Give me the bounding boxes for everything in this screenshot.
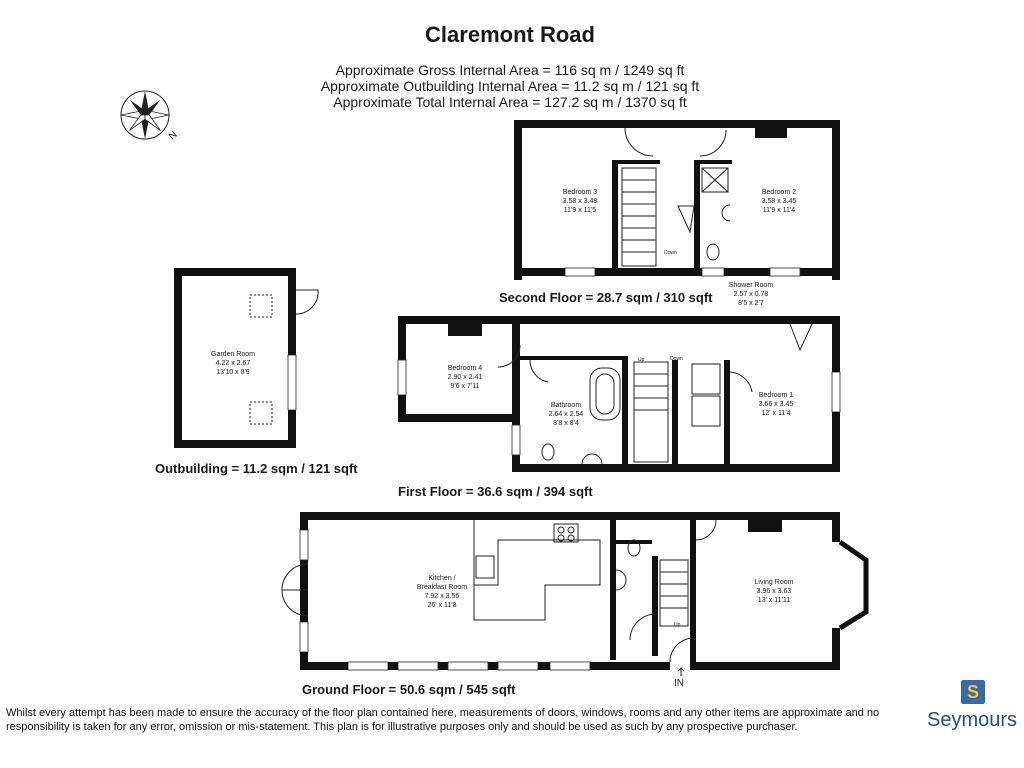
- room-bedroom-1-name: Bedroom 1: [758, 392, 794, 399]
- stair-label-down-second: Down: [664, 250, 677, 256]
- room-bedroom-4-imperial: 9'6 x 7'11: [450, 383, 480, 390]
- room-bedroom-4-name: Bedroom 4: [447, 365, 483, 372]
- stair-label-up-first: Up: [638, 357, 645, 363]
- room-bedroom-3-metric: 3.58 x 3.48: [562, 198, 598, 205]
- room-garden: [203, 350, 263, 377]
- room-bathroom-name: Bathroom: [550, 402, 582, 409]
- room-shower-name: Shower Room: [728, 282, 774, 289]
- seymours-logo-icon: S: [961, 680, 985, 704]
- room-bathroom-imperial: 8'8 x 8'4: [553, 420, 579, 427]
- room-bedroom-3: [555, 188, 605, 215]
- total-area: Approximate Total Internal Area = 127.2 sq m / 1370 sq ft: [333, 94, 687, 110]
- outbuilding-area: Approximate Outbuilding Internal Area = 11.2 sq m / 121 sq ft: [320, 78, 700, 94]
- room-shower-metric: 2.57 x 0.78: [733, 291, 769, 298]
- room-garden-imperial: 13'10 x 8'9: [216, 369, 250, 376]
- room-bedroom-2-name: Bedroom 2: [761, 189, 797, 196]
- ground-floor-label: Ground Floor = 50.6 sqm / 545 sqft: [302, 682, 516, 697]
- room-garden-name: Garden Room: [211, 351, 255, 358]
- room-living-imperial: 13' x 11'11: [757, 597, 791, 604]
- stair-label-up-ground: Up: [674, 622, 681, 628]
- room-bedroom-4-metric: 2.90 x 2.41: [447, 374, 483, 381]
- room-bedroom-2-imperial: 11'9 x 11'4: [762, 207, 796, 214]
- entrance-label: IN: [674, 678, 684, 689]
- room-bathroom-metric: 2.64 x 2.54: [548, 411, 584, 418]
- room-bedroom-4: [440, 364, 490, 391]
- room-kitchen-name-2: Breakfast Room: [416, 584, 468, 591]
- gross-area: Approximate Gross Internal Area = 116 sq m / 1249 sq ft: [335, 62, 685, 78]
- compass-letter: N: [166, 129, 180, 143]
- disclaimer-text: Whilst every attempt has been made to ensure the accuracy of the floor plan contained here, measurements of doors, windows, rooms and any other items are approximate and no responsibility is taken for any error, omission or mis-statement. This plan is for illustrative purposes only and should be used as such by any prospective purchaser.: [6, 707, 880, 733]
- room-living-name: Living Room: [754, 579, 794, 586]
- brand-name: Seymours: [926, 709, 1018, 731]
- stair-label-down-first: Down: [670, 356, 683, 362]
- room-living: [744, 578, 804, 605]
- room-bedroom-1: [751, 391, 801, 418]
- second-floor-label: Second Floor = 28.7 sqm / 310 sqft: [499, 290, 713, 305]
- room-bedroom-3-imperial: 11'9 x 11'5: [563, 207, 597, 214]
- room-bedroom-1-imperial: 12' x 11'4: [761, 410, 791, 417]
- room-kitchen: [412, 574, 472, 610]
- plan-title: Claremont Road: [425, 22, 595, 47]
- room-living-metric: 3.96 x 3.63: [756, 588, 792, 595]
- room-bedroom-1-metric: 3.66 x 3.45: [758, 401, 794, 408]
- room-bedroom-2: [754, 188, 804, 215]
- outbuilding-label: Outbuilding = 11.2 sqm / 121 sqft: [155, 461, 358, 476]
- room-shower-imperial: 8'5 x 2'7: [738, 300, 764, 307]
- room-bathroom: [541, 401, 591, 428]
- room-kitchen-name-1: Kitchen /: [428, 575, 456, 582]
- compass-icon: [114, 84, 176, 146]
- room-kitchen-metric: 7.92 x 3.56: [424, 593, 460, 600]
- room-shower: [721, 281, 781, 308]
- room-bedroom-2-metric: 3.58 x 3.45: [761, 198, 797, 205]
- room-garden-metric: 4.22 x 2.67: [215, 360, 251, 367]
- room-bedroom-3-name: Bedroom 3: [562, 189, 598, 196]
- first-floor-label: First Floor = 36.6 sqm / 394 sqft: [398, 484, 593, 499]
- room-kitchen-imperial: 26' x 11'8: [427, 602, 457, 609]
